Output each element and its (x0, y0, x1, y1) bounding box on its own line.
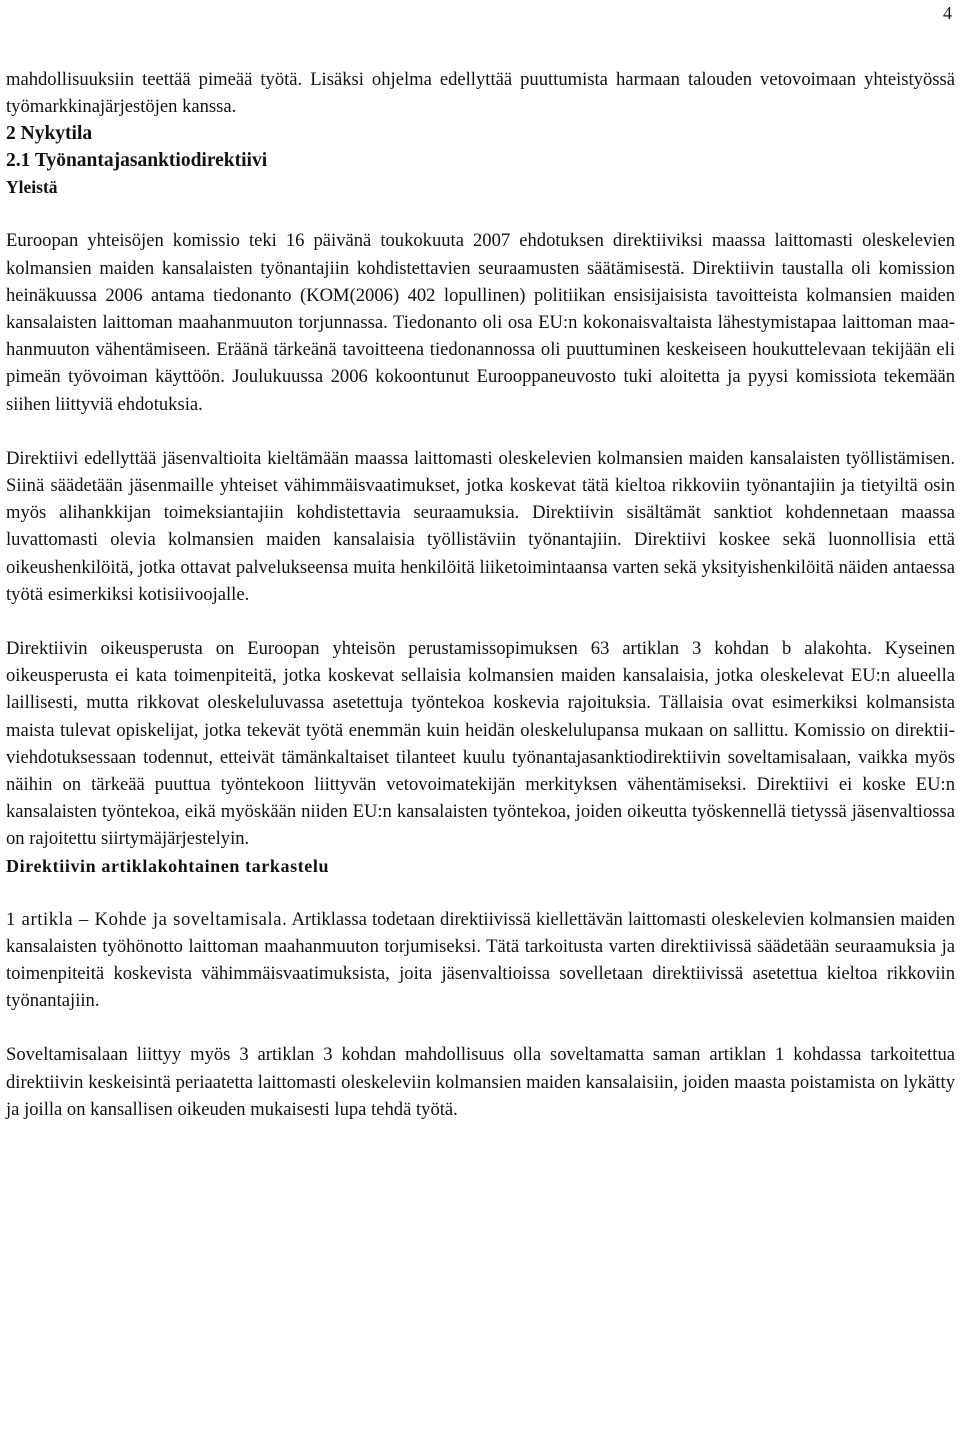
article-1-label: 1 artikla – Kohde ja soveltamisala. (6, 908, 288, 930)
article-review-heading: Direktiivin artiklakohtainen tarkastelu (6, 855, 330, 876)
section-heading: 2 Nykytila (6, 123, 93, 145)
document-body (6, 66, 955, 1123)
general-subheading: Yleistä (6, 177, 58, 198)
article-1-paragraph (6, 906, 955, 1015)
page-number: 4 (943, 3, 952, 23)
body-paragraph-4: Soveltamisalaan liittyy myös 3 artiklan 3 kohdan mahdollisuus olla soveltamatta saman artiklan 1 kohdassa tarkoitettua direktiivin keskeisintä periaatetta laittomasti oleskeleviin kolmansien maiden kansalaisiin, joiden maasta poistamista on lykätty ja joilla on kansallisen oikeuden mukaisesti lupa tehdä työtä. (6, 1044, 955, 1120)
body-paragraph-3: Direktiivin oikeusperusta on Euroopan yhteisön perustamissopimuksen 63 artiklan 3 kohdan b alakohta. Kyseinen oikeusperusta ei kata toimenpiteitä, jotka koskevat sellaisia kolmansien maiden kansalaisia, jotka oleskelevat EU:n alueella laillisesti, mutta rikkovat oleskeluluvassa asetettuja työntekoa koskevia rajoituksia. Tällaisia ovat esimerkiksi kolmansista maista tulevat opiskelijat, jotka tekevät työtä enemmän kuin heidän oleskelulupansa mukaan on sallittu. Komissio on direktiiviehdotuksessaan todennut, etteivät tämänkaltaiset tilanteet kuulu työnantajasanktiodirektiivin soveltamisalaan, vaikka myös näihin on tärkeää puuttua työntekoon liittyvän vetovoimatekijän merkityksen vähentämiseksi. Direktiivi ei koske EU:n kansalaisten työntekoa, eikä myöskään niiden EU:n kansalaisten työntekoa, joiden oikeutta työskennellä tietyssä jäsenvaltiossa on rajoitettu siirtymäjärjestelyin. (6, 638, 955, 850)
body-paragraph-2: Direktiivi edellyttää jäsenvaltioita kieltämään maassa laittomasti oleskelevien kolmansien maiden kansalaisten työllistämisen. Siinä säädetään jäsenmaille yhteiset vähimmäisvaatimukset, jotka koskevat tätä kieltoa rikkoviin työnantajiin ja tietyiltä osin myös alihankkijan toimeksiantajiin kohdistettavia seuraamuksia. Direktiivin sisältämät sanktiot kohdennetaan maassa luvattomasti olevia kolmansien maiden kansalaisia työllistäviin työnantajiin. Direktiivi koskee sekä luonnollisia että oikeushenkilöitä, jotka ottavat palvelukseensa muita henkilöitä liiketoimintaansa varten sekä yksityishenkilöitä näiden antaessa työtä esimerkiksi kotisiivoojalle. (6, 447, 955, 605)
subsection-heading: 2.1 Työnantajasanktiodirektiivi (6, 150, 268, 172)
article-1-text: Artiklassa todetaan direktiivissä kiellettävän laittomasti oleskelevien kolmansien maiden kansalaisten työhönotto laittoman maahanmuuton torjumiseksi. Tätä tarkoitusta varten direktiivissä säädetään seuraamuksia ja toimenpiteitä koskevista vähimmäisvaatimuksista, joita jäsenvaltioissa sovelletaan direktiivissä asetettua kieltoa rikkoviin työnantajiin. (6, 908, 956, 1012)
intro-paragraph: mahdollisuuksiin teettää pimeää työtä. Lisäksi ohjelma edellyttää puuttumista harmaan talouden vetovoimaan yhteistyössä työmarkkinajärjestöjen kanssa. (6, 69, 955, 118)
body-paragraph-1: Euroopan yhteisöjen komissio teki 16 päivänä toukokuuta 2007 ehdotuksen direktiiviksi maassa laittomasti oleskelevien kolmansien maiden kansalaisten työnantajiin kohdistettavien seuraamusten säätämisestä. Direktiivin taustalla oli komission heinäkuussa 2006 antama tiedonanto (KOM(2006) 402 lopullinen) politiikan ensisijaisista tavoitteista kolmansien maiden kansalaisten laittoman maahanmuuton torjunnassa. Tiedonanto oli osa EU:n kokonaisvaltaista lähestymistapaa laittoman maahanmuuton vähentämiseen. Eräänä tärkeänä tavoitteena tiedonannossa oli puuttuminen keskeiseen houkuttelevaan tekijään eli pimeän työvoiman käyttöön. Joulukuussa 2006 kokoontunut Eurooppaneuvosto tuki aloitetta ja pyysi komissiota tekemään siihen liittyviä ehdotuksia. (6, 230, 955, 415)
